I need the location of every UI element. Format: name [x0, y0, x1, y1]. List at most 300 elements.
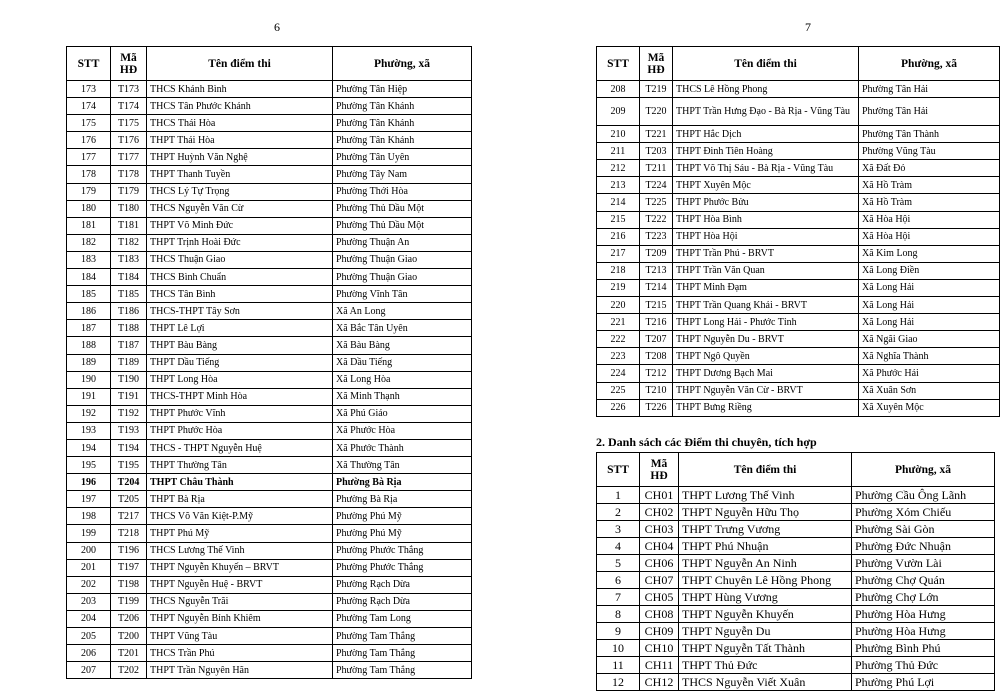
cell-phuong-xa: Xã Minh Thạnh — [333, 388, 472, 405]
table-row — [597, 194, 1000, 211]
cell-phuong-xa: Xã Phước Hòa — [333, 422, 472, 439]
cell-phuong-xa: Xã Long Điền — [859, 262, 1000, 279]
cell-ma-hd: T191 — [111, 388, 147, 405]
cell-stt: 222 — [597, 331, 640, 348]
cell-ma-hd: T217 — [111, 508, 147, 525]
cell-stt: 7 — [597, 589, 640, 606]
table-row — [67, 576, 472, 593]
table-row — [67, 115, 472, 132]
cell-stt: 6 — [597, 572, 640, 589]
cell-phuong-xa: Xã Xuân Sơn — [859, 382, 1000, 399]
cell-ten-diem-thi: THPT Nguyễn Hữu Thọ — [679, 504, 852, 521]
table-row — [67, 166, 472, 183]
cell-stt: 224 — [597, 365, 640, 382]
cell-ma-hd: T174 — [111, 98, 147, 115]
cell-ten-diem-thi: THPT Bà Rịa — [147, 491, 333, 508]
cell-ten-diem-thi: THPT Đinh Tiên Hoàng — [673, 143, 859, 160]
cell-phuong-xa: Xã Kim Long — [859, 245, 1000, 262]
cell-ma-hd: T187 — [111, 337, 147, 354]
cell-ten-diem-thi: THPT Nguyễn Bỉnh Khiêm — [147, 610, 333, 627]
cell-ten-diem-thi: THPT Phước Vĩnh — [147, 405, 333, 422]
page-right — [545, 0, 1000, 693]
cell-stt: 11 — [597, 657, 640, 674]
cell-phuong-xa: Xã Long Hải — [859, 279, 1000, 296]
cell-ten-diem-thi: THPT Lương Thế Vinh — [679, 487, 852, 504]
cell-phuong-xa: Phường Phú Mỹ — [333, 525, 472, 542]
cell-stt: 179 — [67, 183, 111, 200]
cell-ten-diem-thi: THPT Nguyễn Du - BRVT — [673, 331, 859, 348]
table-row — [67, 628, 472, 645]
cell-phuong-xa: Phường Thới Hòa — [333, 183, 472, 200]
cell-phuong-xa: Phường Tây Nam — [333, 166, 472, 183]
cell-ma-hd: T198 — [111, 576, 147, 593]
table-row — [67, 662, 472, 679]
cell-ma-hd: T216 — [640, 314, 673, 331]
cell-phuong-xa: Phường Tam Thắng — [333, 645, 472, 662]
table-row — [67, 542, 472, 559]
cell-ma-hd: T224 — [640, 177, 673, 194]
cell-stt: 180 — [67, 200, 111, 217]
cell-stt: 187 — [67, 320, 111, 337]
cell-ma-hd: T184 — [111, 269, 147, 286]
cell-ten-diem-thi: THPT Võ Thị Sáu - Bà Rịa - Vũng Tàu — [673, 160, 859, 177]
cell-stt: 196 — [67, 474, 111, 491]
cell-phuong-xa: Xã Dầu Tiếng — [333, 354, 472, 371]
cell-ten-diem-thi: THCS - THPT Nguyễn Huệ — [147, 439, 333, 456]
cell-ma-hd: T199 — [111, 593, 147, 610]
cell-phuong-xa: Phường Chợ Lớn — [852, 589, 995, 606]
table-row — [67, 593, 472, 610]
table-row — [597, 589, 995, 606]
cell-stt: 219 — [597, 279, 640, 296]
cell-ma-hd: T178 — [111, 166, 147, 183]
cell-stt: 176 — [67, 132, 111, 149]
cell-phuong-xa: Xã Long Hải — [859, 297, 1000, 314]
header-stt: STT — [67, 47, 111, 81]
exam-sites-table — [66, 46, 472, 679]
cell-ten-diem-thi: THCS Nguyễn Viết Xuân — [679, 674, 852, 691]
cell-ten-diem-thi: THPT Dầu Tiếng — [147, 354, 333, 371]
cell-stt: 225 — [597, 382, 640, 399]
cell-ten-diem-thi: THPT Chuyên Lê Hồng Phong — [679, 572, 852, 589]
cell-ten-diem-thi: THPT Nguyễn Khuyến — [679, 606, 852, 623]
table-row — [67, 251, 472, 268]
table-row — [67, 269, 472, 286]
page-number: 7 — [805, 20, 811, 34]
table-row — [67, 508, 472, 525]
cell-phuong-xa: Xã An Long — [333, 303, 472, 320]
cell-stt: 173 — [67, 81, 111, 98]
cell-stt: 184 — [67, 269, 111, 286]
cell-stt: 215 — [597, 211, 640, 228]
cell-ma-hd: T176 — [111, 132, 147, 149]
cell-stt: 217 — [597, 245, 640, 262]
table-row — [67, 439, 472, 456]
table-header-row — [597, 453, 995, 487]
cell-ten-diem-thi: THCS Khánh Bình — [147, 81, 333, 98]
header-stt: STT — [597, 453, 640, 487]
cell-phuong-xa: Xã Bàu Bàng — [333, 337, 472, 354]
cell-phuong-xa: Phường Tân Khánh — [333, 115, 472, 132]
cell-stt: 182 — [67, 234, 111, 251]
cell-ma-hd: T183 — [111, 251, 147, 268]
cell-phuong-xa: Phường Thủ Đức — [852, 657, 995, 674]
cell-ma-hd: T182 — [111, 234, 147, 251]
cell-stt: 189 — [67, 354, 111, 371]
cell-stt: 4 — [597, 538, 640, 555]
table-row — [597, 399, 1000, 416]
cell-ma-hd: T185 — [111, 286, 147, 303]
cell-stt: 12 — [597, 674, 640, 691]
header-ma-hd: Mã HĐ — [111, 47, 147, 81]
cell-phuong-xa: Phường Thuận An — [333, 234, 472, 251]
table-row — [597, 487, 995, 504]
cell-phuong-xa: Phường Tân Khánh — [333, 98, 472, 115]
cell-stt: 190 — [67, 371, 111, 388]
cell-ten-diem-thi: THPT Châu Thành — [147, 474, 333, 491]
cell-ma-hd: T180 — [111, 200, 147, 217]
cell-ma-hd: T175 — [111, 115, 147, 132]
table-row — [597, 521, 995, 538]
cell-stt: 210 — [597, 126, 640, 143]
cell-stt: 192 — [67, 405, 111, 422]
cell-ten-diem-thi: THPT Trần Phú - BRVT — [673, 245, 859, 262]
table-row — [67, 132, 472, 149]
cell-ten-diem-thi: THPT Thái Hòa — [147, 132, 333, 149]
table-row — [597, 555, 995, 572]
cell-ten-diem-thi: THPT Long Hải - Phước Tỉnh — [673, 314, 859, 331]
cell-ten-diem-thi: THPT Trưng Vương — [679, 521, 852, 538]
cell-ten-diem-thi: THPT Nguyễn Tất Thành — [679, 640, 852, 657]
cell-stt: 2 — [597, 504, 640, 521]
cell-ten-diem-thi: THPT Long Hòa — [147, 371, 333, 388]
cell-ma-hd: T206 — [111, 610, 147, 627]
cell-stt: 183 — [67, 251, 111, 268]
cell-stt: 220 — [597, 297, 640, 314]
cell-ma-hd: T192 — [111, 405, 147, 422]
cell-stt: 177 — [67, 149, 111, 166]
cell-ten-diem-thi: THPT Thường Tân — [147, 457, 333, 474]
cell-ten-diem-thi: THPT Hòa Hội — [673, 228, 859, 245]
cell-ten-diem-thi: THPT Trần Nguyên Hãn — [147, 662, 333, 679]
cell-ten-diem-thi: THPT Nguyễn An Ninh — [679, 555, 852, 572]
cell-stt: 206 — [67, 645, 111, 662]
cell-phuong-xa: Phường Hòa Hưng — [852, 623, 995, 640]
cell-stt: 185 — [67, 286, 111, 303]
table-row — [597, 143, 1000, 160]
page-number: 6 — [274, 20, 280, 34]
cell-stt: 201 — [67, 559, 111, 576]
cell-stt: 199 — [67, 525, 111, 542]
cell-ma-hd: CH06 — [640, 555, 679, 572]
cell-ten-diem-thi: THPT Hùng Vương — [679, 589, 852, 606]
cell-phuong-xa: Phường Đức Nhuận — [852, 538, 995, 555]
cell-stt: 200 — [67, 542, 111, 559]
table-row — [597, 160, 1000, 177]
table-row — [597, 365, 1000, 382]
cell-phuong-xa: Phường Cầu Ông Lãnh — [852, 487, 995, 504]
cell-ten-diem-thi: THCS Tân Bình — [147, 286, 333, 303]
cell-phuong-xa: Xã Long Hòa — [333, 371, 472, 388]
cell-ten-diem-thi: THCS-THPT Tây Sơn — [147, 303, 333, 320]
header-ma-hd: Mã HĐ — [640, 47, 673, 81]
cell-ma-hd: T197 — [111, 559, 147, 576]
cell-phuong-xa: Phường Phú Lợi — [852, 674, 995, 691]
table-row — [597, 640, 995, 657]
table-row — [597, 81, 1000, 98]
table-row — [597, 245, 1000, 262]
cell-ma-hd: T205 — [111, 491, 147, 508]
cell-phuong-xa: Xã Đất Đỏ — [859, 160, 1000, 177]
cell-ten-diem-thi: THPT Nguyễn Khuyến – BRVT — [147, 559, 333, 576]
cell-phuong-xa: Phường Thủ Dầu Một — [333, 217, 472, 234]
cell-ten-diem-thi: THPT Trần Văn Quan — [673, 262, 859, 279]
header-ten-diem-thi: Tên điểm thi — [147, 47, 333, 81]
table-row — [67, 559, 472, 576]
cell-phuong-xa: Phường Thuận Giao — [333, 269, 472, 286]
cell-phuong-xa: Phường Tân Uyên — [333, 149, 472, 166]
table-row — [597, 126, 1000, 143]
cell-phuong-xa: Xã Hòa Hội — [859, 211, 1000, 228]
cell-phuong-xa: Phường Vĩnh Tân — [333, 286, 472, 303]
cell-phuong-xa: Xã Thường Tân — [333, 457, 472, 474]
cell-stt: 8 — [597, 606, 640, 623]
table-row — [67, 457, 472, 474]
cell-ma-hd: T208 — [640, 348, 673, 365]
cell-ten-diem-thi: THPT Nguyễn Huệ - BRVT — [147, 576, 333, 593]
cell-ten-diem-thi: THPT Trịnh Hoài Đức — [147, 234, 333, 251]
cell-ten-diem-thi: THPT Phước Bửu — [673, 194, 859, 211]
cell-ma-hd: T195 — [111, 457, 147, 474]
cell-ten-diem-thi: THCS Tân Phước Khánh — [147, 98, 333, 115]
cell-ma-hd: T194 — [111, 439, 147, 456]
header-stt: STT — [597, 47, 640, 81]
table-row — [67, 474, 472, 491]
cell-stt: 1 — [597, 487, 640, 504]
cell-ten-diem-thi: THPT Vũng Tàu — [147, 628, 333, 645]
table-row — [67, 320, 472, 337]
cell-ten-diem-thi: THCS Võ Văn Kiệt-P.Mỹ — [147, 508, 333, 525]
cell-ma-hd: T177 — [111, 149, 147, 166]
table-row — [597, 297, 1000, 314]
cell-ma-hd: CH09 — [640, 623, 679, 640]
table-row — [597, 606, 995, 623]
cell-phuong-xa: Phường Hòa Hưng — [852, 606, 995, 623]
header-ma-hd: Mã HĐ — [640, 453, 679, 487]
cell-stt: 209 — [597, 98, 640, 126]
cell-stt: 202 — [67, 576, 111, 593]
cell-stt: 198 — [67, 508, 111, 525]
table-row — [67, 388, 472, 405]
table-row — [67, 183, 472, 200]
cell-phuong-xa: Phường Tân Hải — [859, 81, 1000, 98]
table-row — [67, 371, 472, 388]
header-ten-diem-thi: Tên điểm thi — [679, 453, 852, 487]
cell-stt: 10 — [597, 640, 640, 657]
cell-ten-diem-thi: THCS-THPT Minh Hòa — [147, 388, 333, 405]
cell-stt: 9 — [597, 623, 640, 640]
cell-ma-hd: CH03 — [640, 521, 679, 538]
cell-stt: 208 — [597, 81, 640, 98]
cell-ma-hd: T190 — [111, 371, 147, 388]
table-row — [597, 331, 1000, 348]
cell-stt: 216 — [597, 228, 640, 245]
cell-ten-diem-thi: THPT Minh Đạm — [673, 279, 859, 296]
cell-stt: 203 — [67, 593, 111, 610]
table-row — [597, 382, 1000, 399]
cell-stt: 188 — [67, 337, 111, 354]
cell-ten-diem-thi: THCS Thuận Giao — [147, 251, 333, 268]
cell-phuong-xa: Phường Phú Mỹ — [333, 508, 472, 525]
table-row — [67, 337, 472, 354]
cell-ma-hd: T186 — [111, 303, 147, 320]
cell-phuong-xa: Phường Chợ Quán — [852, 572, 995, 589]
cell-ma-hd: T204 — [111, 474, 147, 491]
cell-ten-diem-thi: THPT Phước Hòa — [147, 422, 333, 439]
cell-ma-hd: T200 — [111, 628, 147, 645]
cell-phuong-xa: Xã Ngãi Giao — [859, 331, 1000, 348]
cell-stt: 221 — [597, 314, 640, 331]
cell-ma-hd: CH10 — [640, 640, 679, 657]
cell-ma-hd: T218 — [111, 525, 147, 542]
cell-ma-hd: T188 — [111, 320, 147, 337]
cell-ten-diem-thi: THPT Võ Minh Đức — [147, 217, 333, 234]
cell-phuong-xa: Xã Hòa Hội — [859, 228, 1000, 245]
cell-stt: 223 — [597, 348, 640, 365]
cell-ma-hd: T210 — [640, 382, 673, 399]
cell-phuong-xa: Xã Phước Thành — [333, 439, 472, 456]
cell-phuong-xa: Phường Tam Long — [333, 610, 472, 627]
cell-ma-hd: T189 — [111, 354, 147, 371]
cell-stt: 181 — [67, 217, 111, 234]
cell-ma-hd: T220 — [640, 98, 673, 126]
table-row — [67, 149, 472, 166]
cell-stt: 174 — [67, 98, 111, 115]
cell-stt: 186 — [67, 303, 111, 320]
section-heading: 2. Danh sách các Điểm thi chuyên, tích hợp — [596, 435, 817, 449]
cell-stt: 5 — [597, 555, 640, 572]
cell-ten-diem-thi: THPT Bưng Riềng — [673, 399, 859, 416]
cell-ten-diem-thi: THPT Nguyễn Văn Cừ - BRVT — [673, 382, 859, 399]
cell-stt: 212 — [597, 160, 640, 177]
cell-ma-hd: T221 — [640, 126, 673, 143]
cell-ten-diem-thi: THPT Trần Hưng Đạo - Bà Rịa - Vũng Tàu — [673, 98, 859, 126]
cell-ten-diem-thi: THPT Thủ Đức — [679, 657, 852, 674]
cell-ten-diem-thi: THPT Hắc Dịch — [673, 126, 859, 143]
cell-ten-diem-thi: THPT Nguyễn Du — [679, 623, 852, 640]
table-row — [67, 491, 472, 508]
cell-stt: 193 — [67, 422, 111, 439]
cell-phuong-xa: Phường Tam Thắng — [333, 628, 472, 645]
table-row — [67, 645, 472, 662]
cell-ma-hd: T173 — [111, 81, 147, 98]
cell-stt: 178 — [67, 166, 111, 183]
header-phuong-xa: Phường, xã — [333, 47, 472, 81]
cell-ma-hd: CH04 — [640, 538, 679, 555]
cell-phuong-xa: Xã Hồ Tràm — [859, 194, 1000, 211]
table-row — [597, 348, 1000, 365]
table-row — [597, 228, 1000, 245]
table-row — [67, 200, 472, 217]
cell-phuong-xa: Phường Tam Thắng — [333, 662, 472, 679]
table-row — [67, 234, 472, 251]
cell-ma-hd: T212 — [640, 365, 673, 382]
cell-phuong-xa: Phường Phước Thắng — [333, 542, 472, 559]
cell-ten-diem-thi: THPT Ngô Quyền — [673, 348, 859, 365]
table-row — [67, 217, 472, 234]
table-row — [597, 211, 1000, 228]
cell-stt: 214 — [597, 194, 640, 211]
header-phuong-xa: Phường, xã — [852, 453, 995, 487]
cell-phuong-xa: Phường Thuận Giao — [333, 251, 472, 268]
cell-ten-diem-thi: THCS Lê Hồng Phong — [673, 81, 859, 98]
cell-ten-diem-thi: THPT Xuyên Mộc — [673, 177, 859, 194]
table-row — [597, 262, 1000, 279]
cell-stt: 197 — [67, 491, 111, 508]
cell-phuong-xa: Phường Tân Hải — [859, 98, 1000, 126]
header-ten-diem-thi: Tên điểm thi — [673, 47, 859, 81]
cell-ma-hd: T214 — [640, 279, 673, 296]
cell-ma-hd: T209 — [640, 245, 673, 262]
table-row — [67, 303, 472, 320]
cell-ten-diem-thi: THPT Trần Quang Khải - BRVT — [673, 297, 859, 314]
cell-ma-hd: T226 — [640, 399, 673, 416]
cell-ma-hd: T181 — [111, 217, 147, 234]
cell-stt: 205 — [67, 628, 111, 645]
table-header-row — [597, 47, 1000, 81]
table-row — [67, 610, 472, 627]
cell-ten-diem-thi: THCS Nguyễn Trãi — [147, 593, 333, 610]
table-row — [67, 422, 472, 439]
cell-ma-hd: CH07 — [640, 572, 679, 589]
cell-phuong-xa: Xã Bắc Tân Uyên — [333, 320, 472, 337]
table-row — [597, 279, 1000, 296]
cell-stt: 218 — [597, 262, 640, 279]
cell-phuong-xa: Phường Thủ Dầu Một — [333, 200, 472, 217]
cell-ten-diem-thi: THCS Thái Hòa — [147, 115, 333, 132]
cell-phuong-xa: Phường Rạch Dừa — [333, 593, 472, 610]
cell-ma-hd: CH05 — [640, 589, 679, 606]
cell-phuong-xa: Phường Xóm Chiếu — [852, 504, 995, 521]
exam-sites-table — [596, 46, 1000, 417]
cell-ma-hd: CH08 — [640, 606, 679, 623]
cell-stt: 213 — [597, 177, 640, 194]
cell-phuong-xa: Phường Bà Rịa — [333, 474, 472, 491]
table-row — [597, 538, 995, 555]
cell-phuong-xa: Phường Vũng Tàu — [859, 143, 1000, 160]
table-row — [67, 98, 472, 115]
cell-ma-hd: CH12 — [640, 674, 679, 691]
cell-ma-hd: T207 — [640, 331, 673, 348]
table-row — [67, 286, 472, 303]
cell-ma-hd: T211 — [640, 160, 673, 177]
cell-stt: 207 — [67, 662, 111, 679]
cell-ma-hd: CH11 — [640, 657, 679, 674]
table-row — [597, 314, 1000, 331]
cell-phuong-xa: Phường Vườn Lài — [852, 555, 995, 572]
cell-stt: 211 — [597, 143, 640, 160]
cell-ma-hd: T193 — [111, 422, 147, 439]
specialized-sites-table — [596, 452, 995, 691]
cell-ten-diem-thi: THPT Phú Mỹ — [147, 525, 333, 542]
cell-phuong-xa: Xã Long Hải — [859, 314, 1000, 331]
cell-ten-diem-thi: THPT Bàu Bàng — [147, 337, 333, 354]
header-phuong-xa: Phường, xã — [859, 47, 1000, 81]
cell-ten-diem-thi: THPT Huỳnh Văn Nghệ — [147, 149, 333, 166]
cell-phuong-xa: Phường Tân Hiệp — [333, 81, 472, 98]
table-row — [67, 405, 472, 422]
cell-stt: 204 — [67, 610, 111, 627]
